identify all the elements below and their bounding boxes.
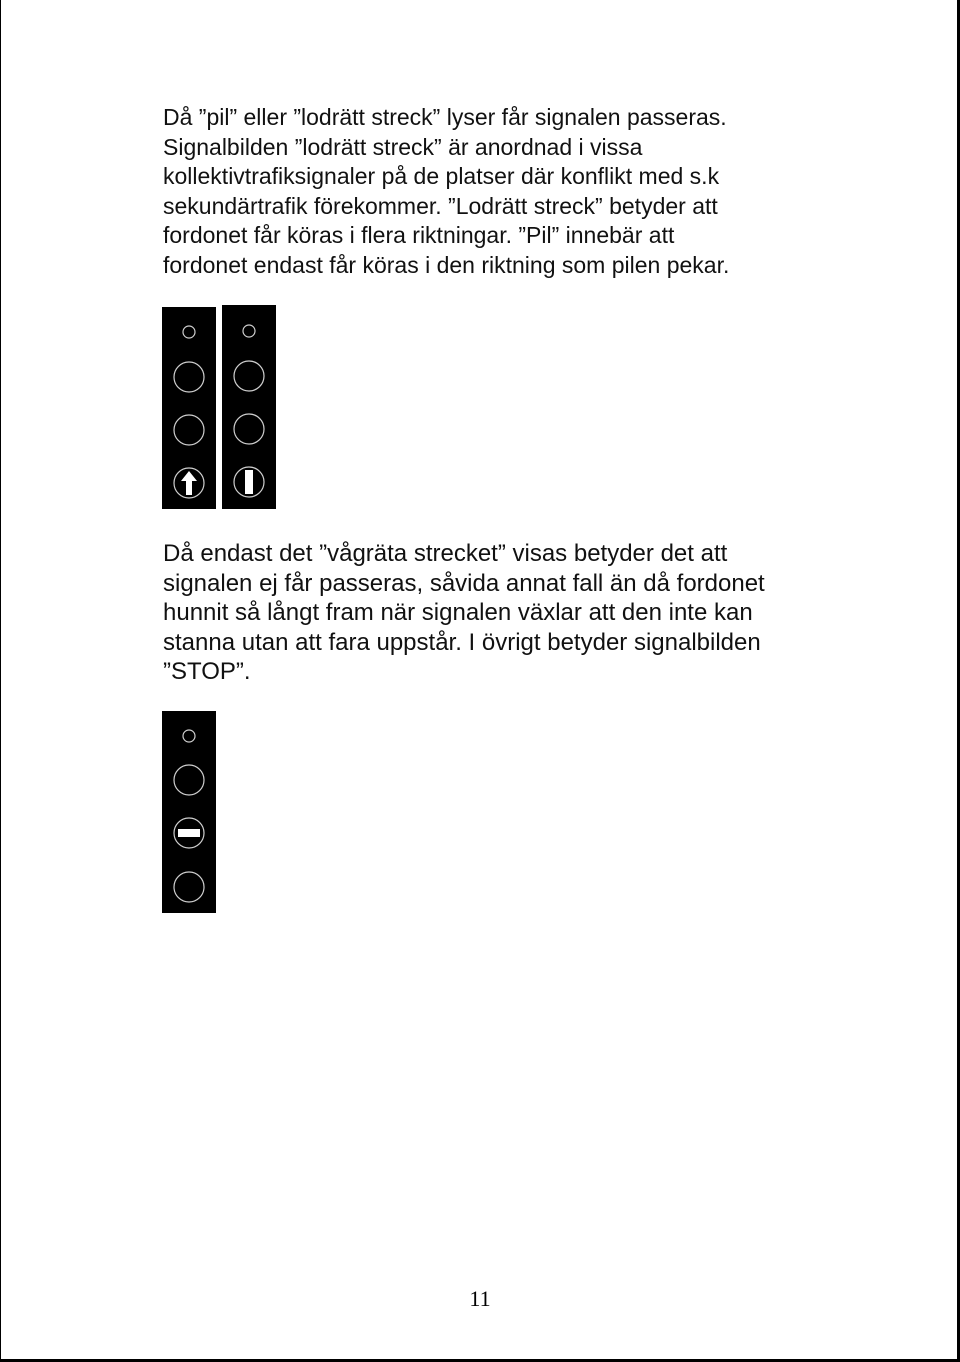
- signal-lamp: [174, 415, 204, 445]
- text-line: fordonet får köras i flera riktningar. ”Pil” innebär att: [163, 222, 675, 248]
- vertical-bar-icon: [245, 470, 253, 494]
- text-line: Då endast det ”vågräta strecket” visas betyder det att: [163, 540, 728, 567]
- signal-lamp-small: [183, 326, 195, 338]
- paragraph-signal-stop: [163, 539, 765, 687]
- text-line: signalen ej får passeras, såvida annat fall än då fordonet: [163, 569, 765, 597]
- signal-lamp: [174, 362, 204, 392]
- signal-lamp-small: [243, 325, 255, 337]
- signal-vertical-bar: [222, 305, 276, 509]
- page-frame-left: [0, 0, 1, 1362]
- signal-horizontal-bar-graphic: [162, 711, 216, 913]
- signal-arrow: [162, 307, 216, 509]
- text-line: hunnit så långt fram när signalen växlar att den inte kan: [163, 599, 753, 626]
- paragraph-signal-pass: [163, 103, 729, 280]
- signal-lamp: [234, 361, 264, 391]
- signal-arrow-graphic: [162, 307, 216, 509]
- signal-vertical-bar-graphic: [222, 305, 276, 509]
- text-line: fordonet endast får köras i den riktning som pilen pekar.: [163, 251, 730, 278]
- signal-horizontal-bar: [162, 711, 216, 913]
- horizontal-bar-icon: [178, 829, 200, 837]
- text-line: ”STOP”.: [163, 658, 251, 685]
- page-number: 11: [469, 1286, 491, 1311]
- signal-lamp-small: [183, 730, 195, 742]
- up-arrow-icon: [181, 471, 197, 495]
- signal-lamp: [174, 872, 204, 902]
- text-line: sekundärtrafik förekommer. ”Lodrätt streck” betyder att: [163, 192, 718, 219]
- signal-lamp: [174, 765, 204, 795]
- text-line: Då ”pil” eller ”lodrätt streck” lyser får signalen passeras.: [163, 104, 727, 130]
- signal-lamp: [234, 414, 264, 444]
- text-line: Signalbilden ”lodrätt streck” är anordnad i vissa: [163, 133, 643, 160]
- text-line: stanna utan att fara uppstår. I övrigt betyder signalbilden: [163, 628, 761, 656]
- text-line: kollektivtrafiksignaler på de platser där konflikt med s.k: [163, 163, 720, 189]
